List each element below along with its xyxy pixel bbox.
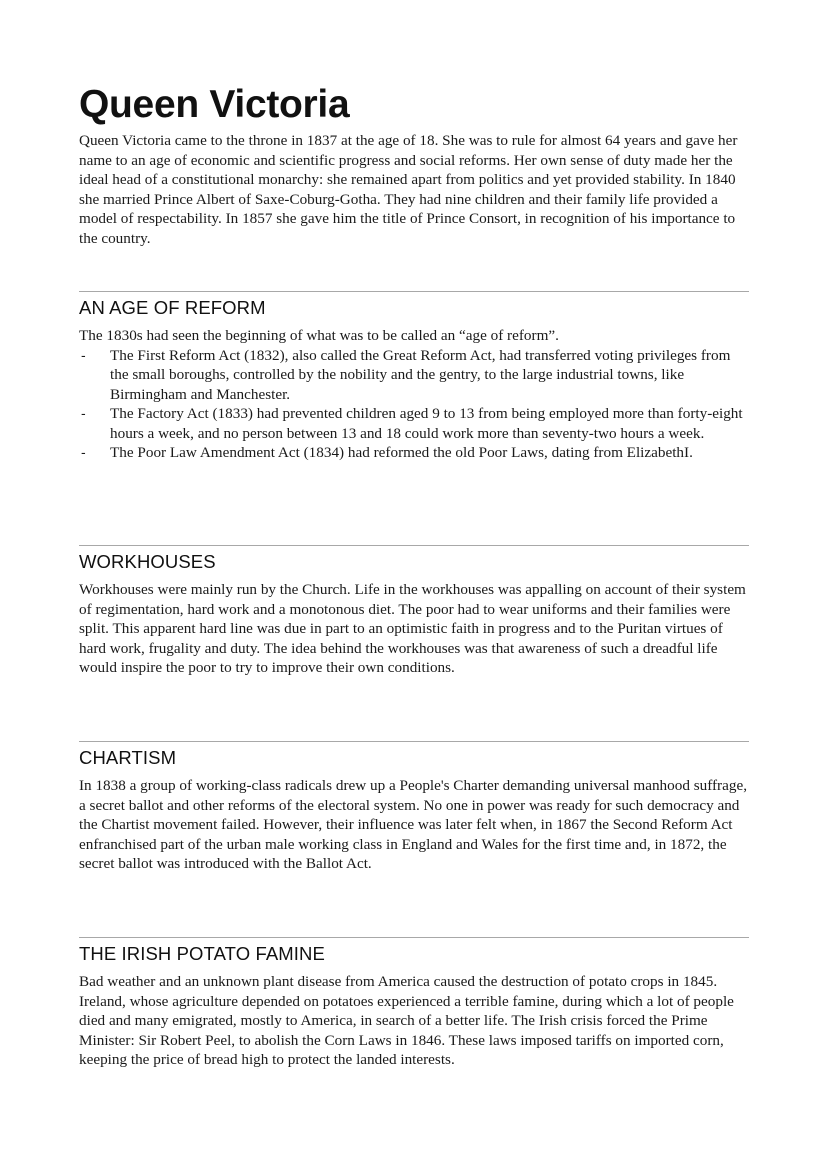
section-heading-workhouses: WORKHOUSES xyxy=(79,551,216,572)
section-age-of-reform xyxy=(79,291,749,463)
list-item-text: The Poor Law Amendment Act (1834) had reformed the old Poor Laws, dating from ElizabethI. xyxy=(110,444,693,461)
section-chartism xyxy=(79,741,749,874)
list-item-text: The Factory Act (1833) had prevented children aged 9 to 13 from being employed more than forty-eight hours a week, and no person between 13 and 18 could work more than seventy-two hours a week. xyxy=(110,405,743,442)
list-item xyxy=(79,443,749,463)
section-irish-potato-famine xyxy=(79,937,749,1070)
section-divider xyxy=(79,545,749,546)
list-item xyxy=(79,404,749,443)
workhouses-paragraph: Workhouses were mainly run by the Church. Life in the workhouses was appalling on account of their system of regimentation, hard work and a monotonous diet. The poor had to wear uniforms and their families were split. This apparent hard line was due in part to an optimistic faith in progress and to the Puritan virtues of hard work, frugality and duty. The idea behind the workhouses was that awareness of such a dreadful life would inspire the poor to try to improve their own conditions. xyxy=(79,581,746,676)
dash-bullet-icon: - xyxy=(81,444,86,460)
page-title: Queen Victoria xyxy=(79,83,350,126)
section-heading-reform: AN AGE OF REFORM xyxy=(79,297,266,318)
intro-section xyxy=(79,131,749,248)
reform-lead-paragraph: The 1830s had seen the beginning of what was to be called an “age of reform”. xyxy=(79,327,559,344)
intro-paragraph: Queen Victoria came to the throne in 1837 at the age of 18. She was to rule for almost 64 years and gave her name to an age of economic and scientific progress and social reforms. Her own sense of duty made her the ideal head of a constitutional monarchy: she remained apart from politics and yet provided stability. In 1840 she married Prince Albert of Saxe-Coburg-Gotha. They had nine children and their family life provided a model of respectability. In 1857 she gave him the title of Prince Consort, in recognition of his importance to the country. xyxy=(79,132,738,247)
section-heading-famine: THE IRISH POTATO FAMINE xyxy=(79,943,325,964)
section-workhouses xyxy=(79,545,749,678)
section-divider xyxy=(79,937,749,938)
dash-bullet-icon: - xyxy=(81,405,86,421)
dash-bullet-icon: - xyxy=(81,346,86,363)
chartism-paragraph: In 1838 a group of working-class radicals drew up a People's Charter demanding universal manhood suffrage, a secret ballot and other reforms of the electoral system. No one in power was ready for such democracy and the Chartist movement failed. However, their influence was later felt when, in 1867 the Second Reform Act enfranchised part of the urban male working class in England and Wales for the first time and, in 1872, the secret ballot was introduced with the Ballot Act. xyxy=(79,777,747,872)
list-item xyxy=(79,346,749,405)
famine-paragraph: Bad weather and an unknown plant disease from America caused the destruction of potato crops in 1845. Ireland, whose agriculture depended on potatoes experienced a terrible famine, during which a lot of people died and many emigrated, mostly to America, in search of a better life. The Irish crisis forced the Prime Minister: Sir Robert Peel, to abolish the Corn Laws in 1846. These laws imposed tariffs on imported corn, keeping the price of bread high to protect the landed interests. xyxy=(79,973,734,1068)
section-divider xyxy=(79,741,749,742)
list-item-text: The First Reform Act (1832), also called the Great Reform Act, had transferred voting privileges from the small boroughs, controlled by the nobility and the gentry, to the large industrial towns, like Birmingham and Manchester. xyxy=(110,346,731,403)
section-divider xyxy=(79,291,749,292)
reform-list xyxy=(79,346,749,463)
section-heading-chartism: CHARTISM xyxy=(79,747,177,768)
